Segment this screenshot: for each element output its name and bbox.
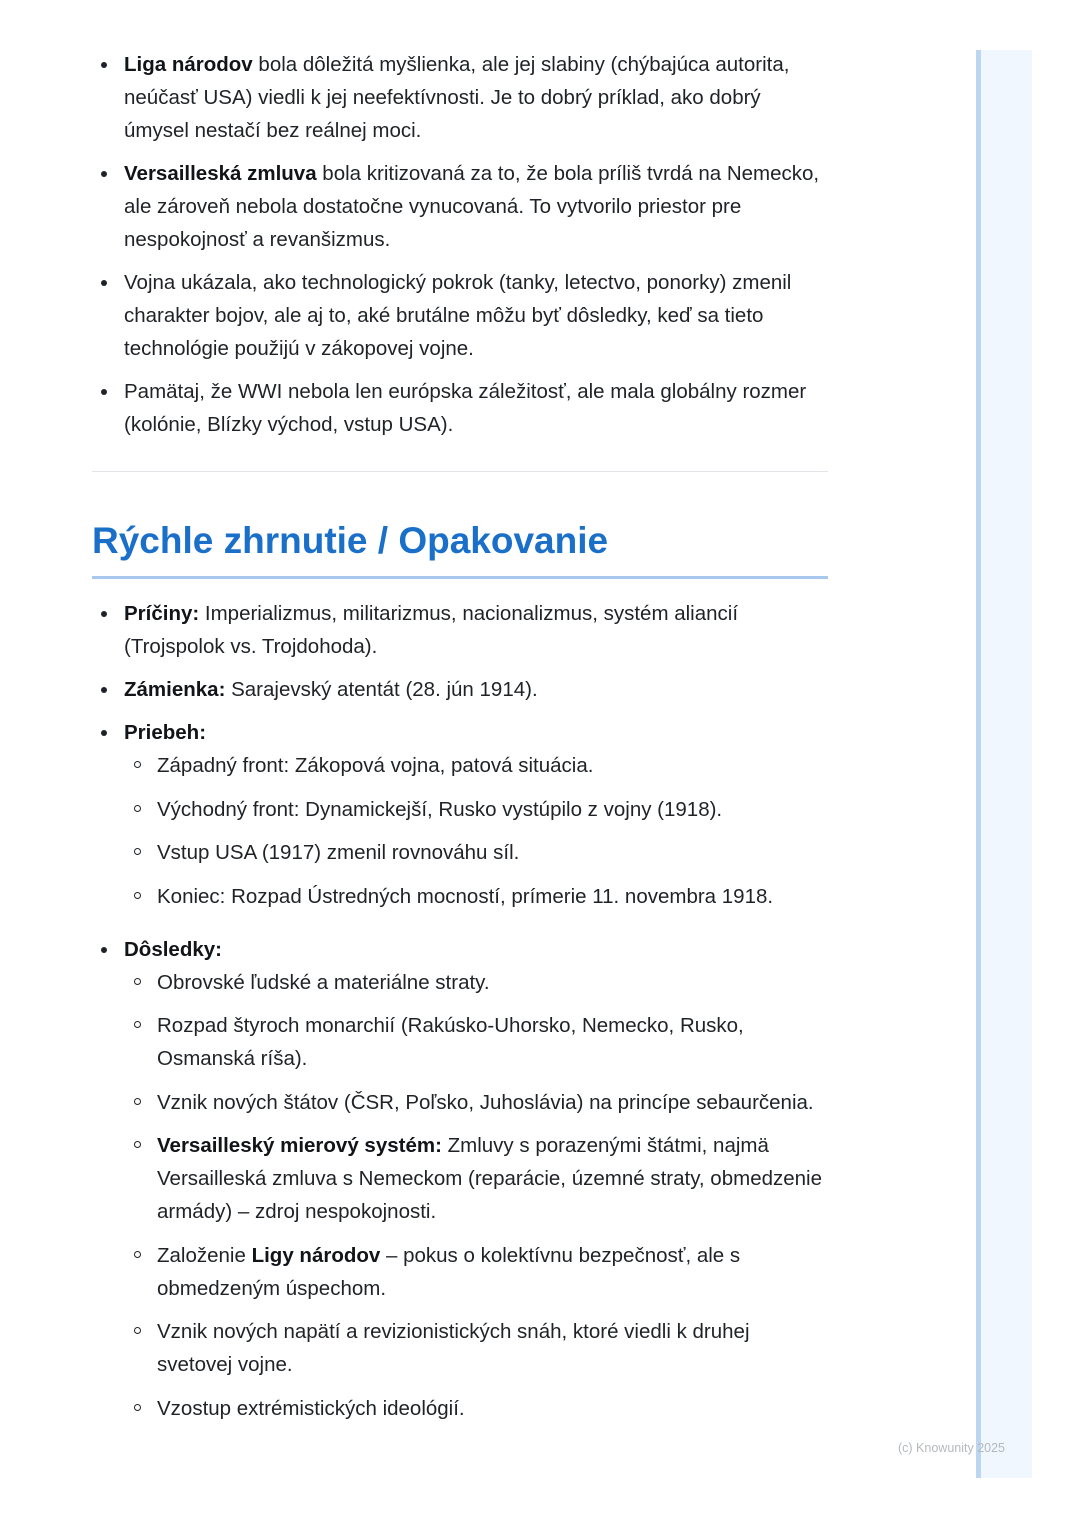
sublist-item: Vzostup extrémistických ideológií. (157, 1392, 828, 1425)
item-text: bola dôležitá myšlienka, ale jej slabiny (chýbajúca autorita, neúčasť USA) viedli k jej neefektívnosti. Je to dobrý príklad, ako dobrý úmysel nestačí bez reálnej moci. (124, 53, 790, 142)
item-text: Imperializmus, militarizmus, nacionalizmus, systém aliancií (Trojspolok vs. Trojdohoda). (124, 602, 739, 658)
reflection-list (92, 48, 828, 441)
sublist-item: Vznik nových napätí a revizionistických snáh, ktoré viedli k druhej svetovej vojne. (157, 1315, 828, 1381)
sublist-item: Rozpad štyroch monarchií (Rakúsko-Uhorsko, Nemecko, Rusko, Osmanská ríša). (157, 1009, 828, 1075)
section-divider (92, 471, 828, 472)
item-bold-term: Ligy národov (251, 1243, 381, 1267)
summary-item-course (124, 716, 828, 913)
list-item (124, 157, 828, 256)
sublist-item: Východný front: Dynamickejší, Rusko vystúpilo z vojny (1918). (157, 793, 828, 826)
sublist-item (157, 1129, 828, 1228)
summary-item-consequences (124, 933, 828, 1425)
item-text: Sarajevský atentát (28. jún 1914). (225, 678, 538, 701)
list-item (124, 48, 828, 147)
list-item (124, 266, 828, 365)
copyright-watermark: (c) Knowunity 2025 (898, 1441, 1006, 1455)
sublist-item: Koniec: Rozpad Ústredných mocností, prímerie 11. novembra 1918. (157, 880, 828, 913)
side-margin-panel (976, 50, 1032, 1478)
sublist-item: Západný front: Zákopová vojna, patová situácia. (157, 749, 828, 782)
summary-item-causes (124, 597, 828, 663)
item-label: Zámienka: (124, 678, 226, 701)
sublist-item: Vznik nových štátov (ČSR, Poľsko, Juhoslávia) na princípe sebaurčenia. (157, 1086, 828, 1119)
item-text: Zmluvy s porazenými štátmi, najmä Versailleská zmluva s Nemeckom (reparácie, územné straty, obmedzenie armády) – zdroj nespokojnosti. (157, 1134, 822, 1223)
summary-item-pretext (124, 673, 828, 706)
document-body (92, 48, 828, 1435)
course-sublist (124, 749, 828, 913)
item-text: – pokus o kolektívnu bezpečnosť, ale s obmedzeným úspechom. (157, 1243, 741, 1300)
sublist-item: Vstup USA (1917) zmenil rovnováhu síl. (157, 836, 828, 869)
sublist-item (157, 1239, 828, 1305)
summary-list (92, 597, 828, 1425)
item-label: Priebeh: (124, 721, 207, 744)
item-bold-term: Liga národov (124, 53, 253, 76)
item-text: Vojna ukázala, ako technologický pokrok (tanky, letectvo, ponorky) zmenil charakter bojov, ale aj to, aké brutálne môžu byť dôsledky, keď sa tieto technológie použijú v zákopovej vojne. (124, 271, 792, 360)
item-text: Založenie (157, 1243, 252, 1267)
item-text: Pamätaj, že WWI nebola len európska záležitosť, ale mala globálny rozmer (kolónie, Blízky východ, vstup USA). (124, 380, 807, 436)
item-bold-term: Versailleská zmluva (124, 162, 317, 185)
item-label: Dôsledky: (124, 937, 222, 961)
item-label: Príčiny: (124, 602, 200, 625)
item-text: bola kritizovaná za to, že bola príliš tvrdá na Nemecko, ale zároveň nebola dostatočne vynucovaná. To vytvorilo priestor pre nespokojnosť a revanšizmus. (124, 162, 820, 251)
consequences-sublist (124, 966, 828, 1425)
list-item (124, 375, 828, 441)
sublist-item: Obrovské ľudské a materiálne straty. (157, 966, 828, 999)
item-bold-term: Versailleský mierový systém: (157, 1134, 442, 1157)
section-title: Rýchle zhrnutie / Opakovanie (92, 518, 828, 579)
